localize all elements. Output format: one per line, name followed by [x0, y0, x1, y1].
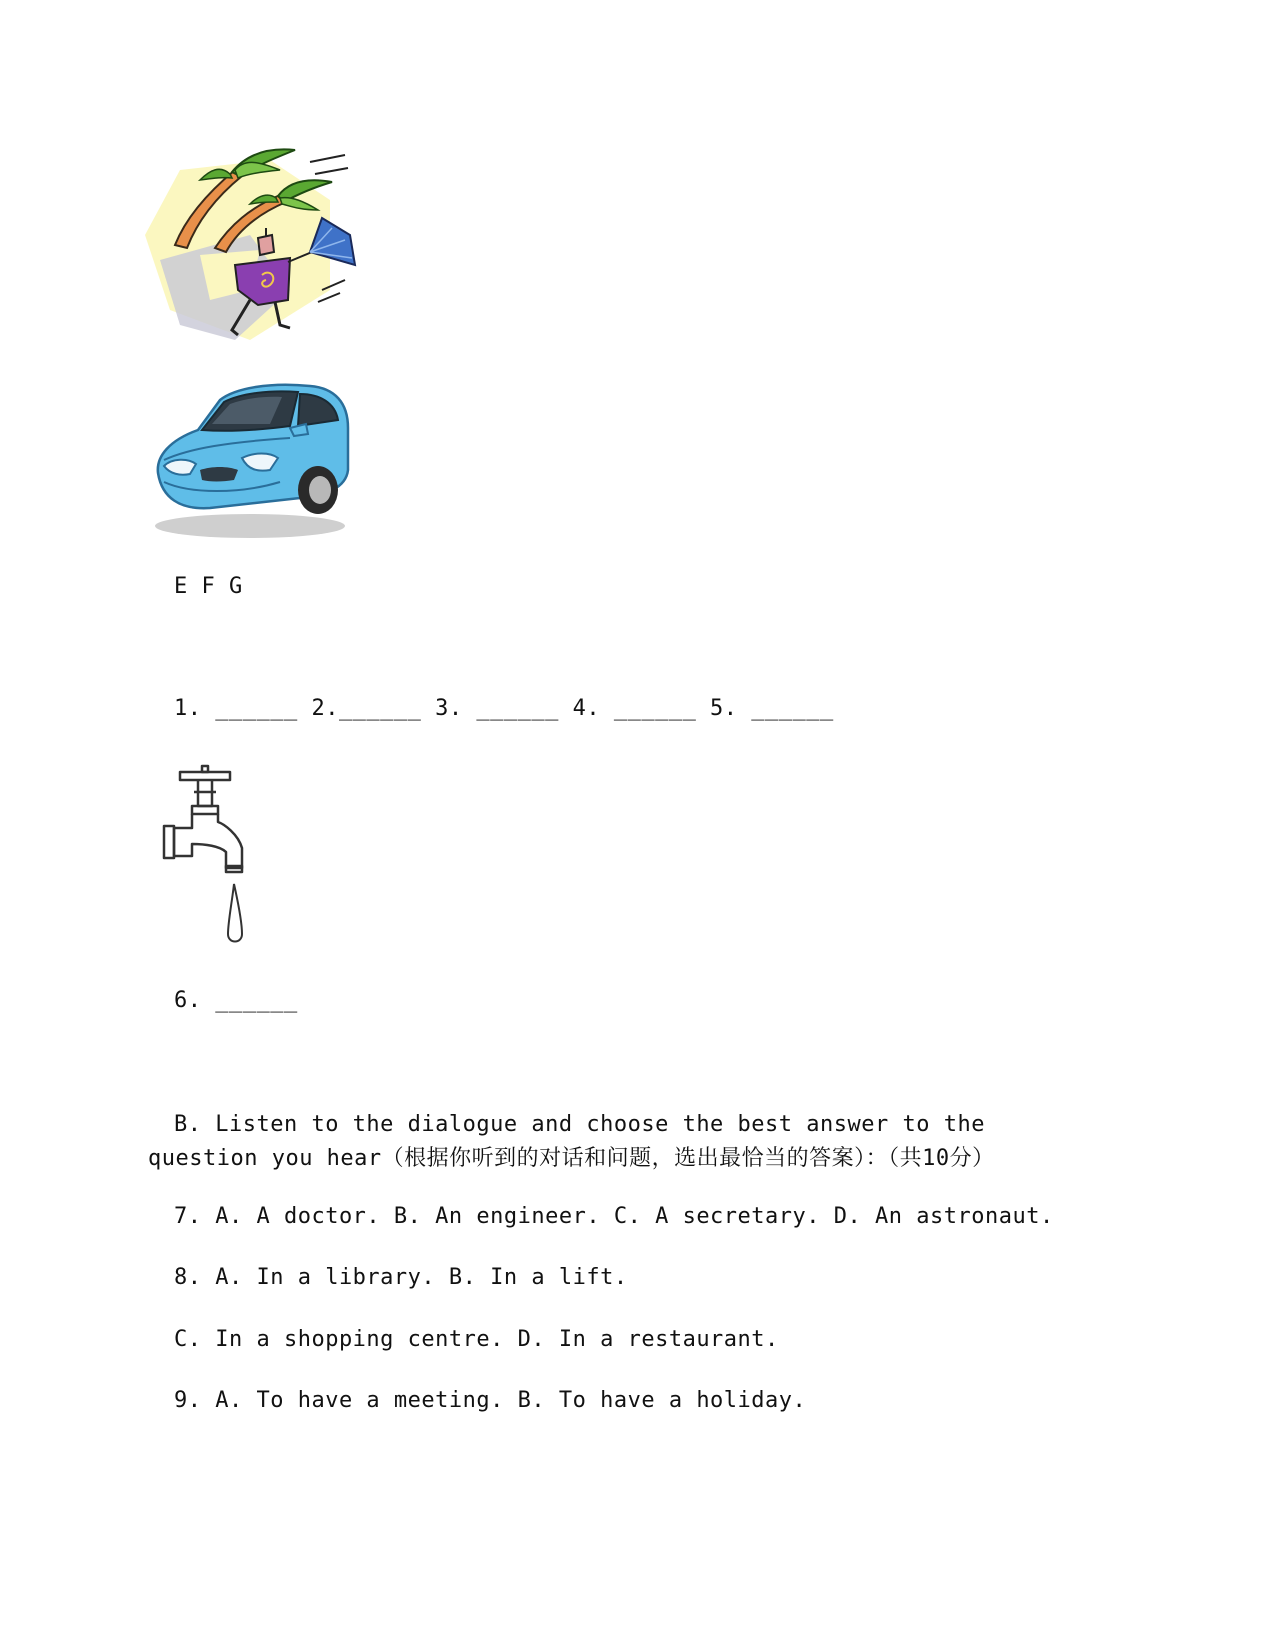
car-icon [150, 378, 355, 543]
section-b-instruction [148, 1108, 1108, 1176]
section-b-instruction-text: B. Listen to the dialogue and choose the best answer to the question you hear（根据你听到的对话和问题，选出最恰当的答案）：（共10分） [148, 1112, 995, 1171]
question-7: 7. A. A doctor. B. An engineer. C. A secretary. D. An astronaut. [174, 1204, 1054, 1229]
blanks-row-1[interactable]: 1. ______ 2.______ 3. ______ 4. ______ 5. ______ [174, 696, 834, 721]
labels-row: E F G [174, 574, 243, 599]
windy-weather-icon [140, 140, 365, 355]
question-9: 9. A. To have a meeting. B. To have a holiday. [174, 1388, 807, 1413]
dripping-tap-icon [160, 762, 250, 957]
question-8: 8. A. In a library. B. In a lift. [174, 1265, 628, 1290]
question-8-options-cd: C. In a shopping centre. D. In a restaurant. [174, 1327, 779, 1352]
blanks-row-2[interactable]: 6. ______ [174, 988, 298, 1013]
